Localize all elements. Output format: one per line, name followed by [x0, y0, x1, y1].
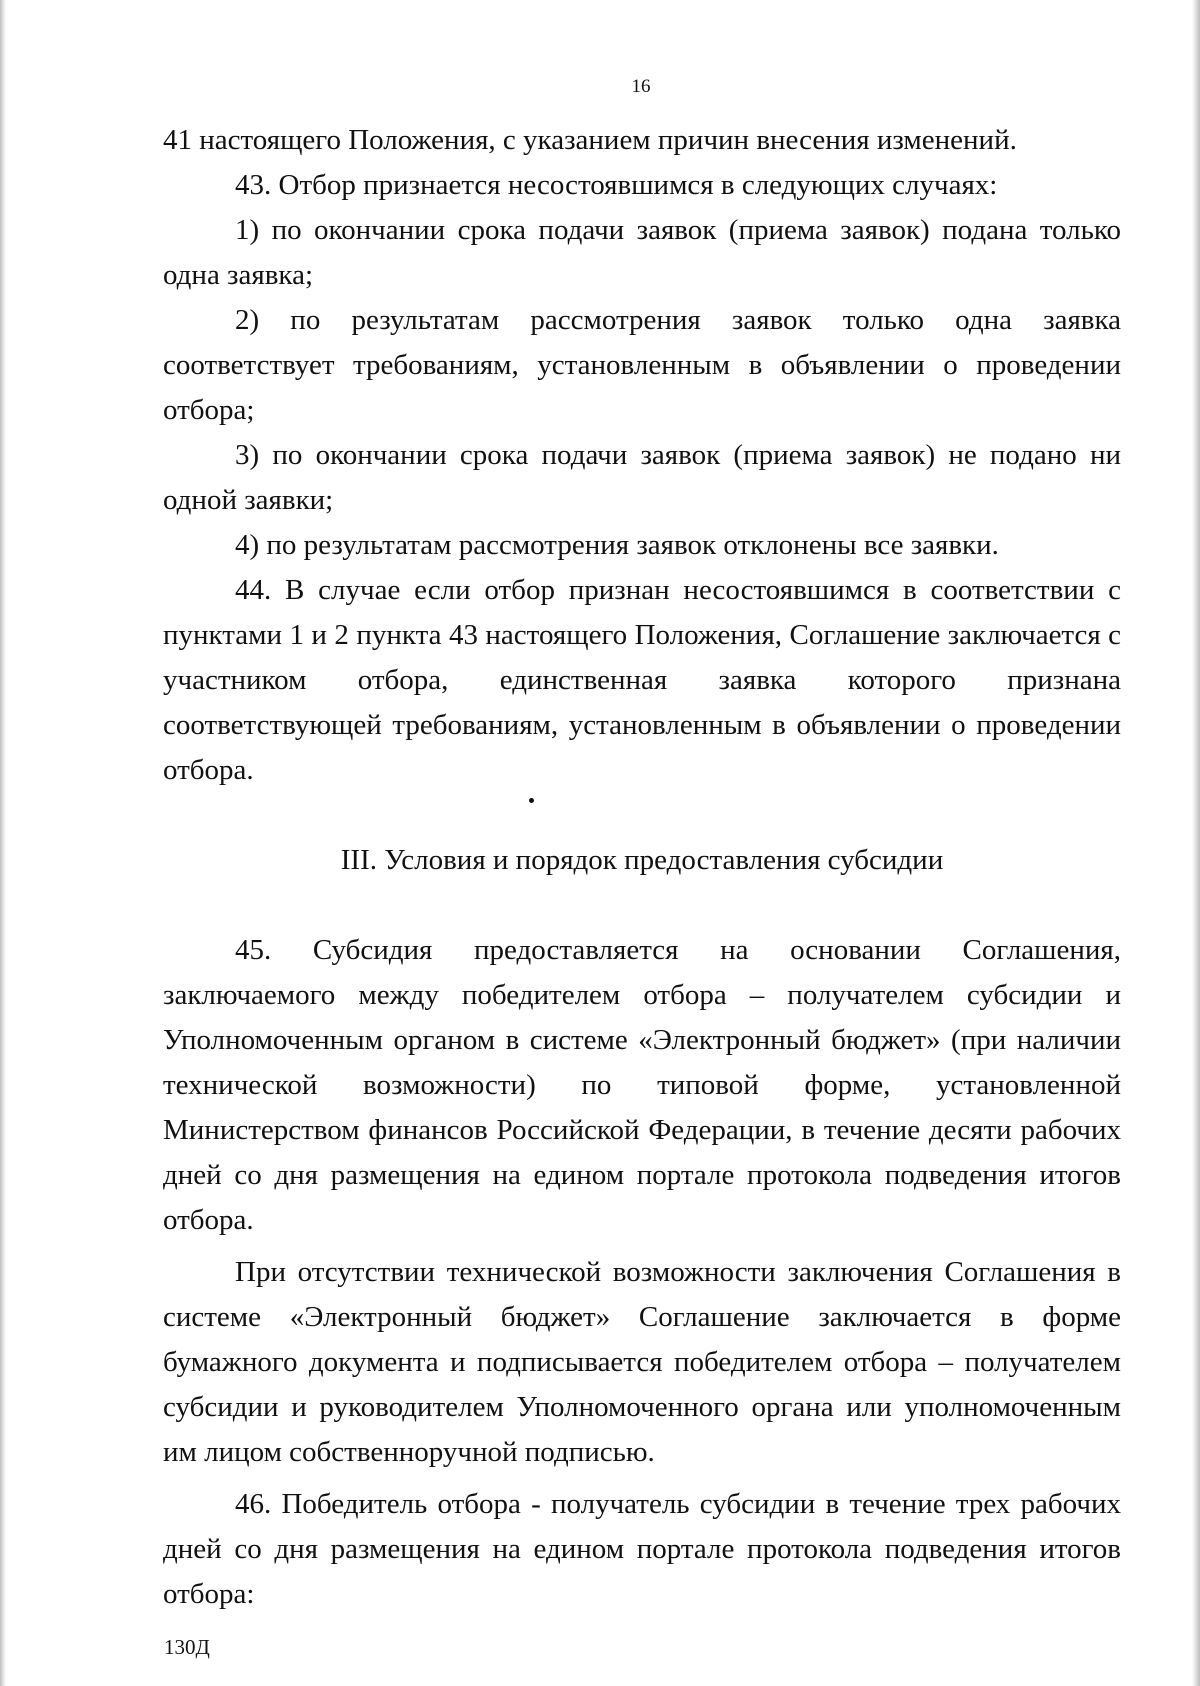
scan-edge-right: [1192, 0, 1200, 1686]
paragraph-continuation: 41 настоящего Положения, с указанием причин внесения изменений.: [163, 124, 1017, 156]
list-item-2: 2) по результатам рассмотрения заявок только одна заявка соответствует требованиям, установленным в объявлении о проведении отбора;: [163, 304, 1121, 426]
document-body: [163, 118, 1121, 1617]
page-number: 16: [631, 76, 651, 97]
list-item-1: 1) по окончании срока подачи заявок (приема заявок) подана только одна заявка;: [163, 214, 1121, 291]
spacer: [163, 883, 1121, 928]
section-heading: III. Условия и порядок предоставления субсидии: [340, 844, 944, 876]
list-item-4: 4) по результатам рассмотрения заявок отклонены все заявки.: [235, 529, 999, 561]
scan-speck: [529, 798, 534, 803]
paragraph-44: 44. В случае если отбор признан несостоявшимся в соответствии с пунктами 1 и 2 пункта 43 настоящего Положения, Соглашение заключается с участником отбора, единственная заявка которого признана соответствующей требованиям, установленным в объявлении о проведении отбора.: [163, 574, 1121, 786]
paragraph-45: 45. Субсидия предоставляется на основании Соглашения, заключаемого между победителем отбора – получателем субсидии и Уполномоченным органом в системе «Электронный бюджет» (при наличии технической возможности) по типовой форме, установленной Министерством финансов Российской Федерации, в течение десяти рабочих дней со дня размещения на едином портале протокола подведения итогов отбора.: [163, 934, 1121, 1236]
spacer: [163, 1243, 1121, 1250]
spacer: [163, 1475, 1121, 1482]
list-item-3: 3) по окончании срока подачи заявок (приема заявок) не подано ни одной заявки;: [163, 439, 1121, 516]
footer-document-code: 130Д: [164, 1635, 210, 1659]
paragraph-46: 46. Победитель отбора - получатель субсидии в течение трех рабочих дней со дня размещения на едином портале протокола подведения итогов отбора:: [163, 1488, 1121, 1610]
scan-edge-left: [0, 0, 6, 1686]
spacer: [163, 793, 1121, 838]
paragraph-43: 43. Отбор признается несостоявшимся в следующих случаях:: [235, 169, 998, 201]
paragraph-45-continuation: При отсутствии технической возможности заключения Соглашения в системе «Электронный бюджет» Соглашение заключается в форме бумажного документа и подписывается победителем отбора – получателем субсидии и руководителем Уполномоченного органа или уполномоченным им лицом собственноручной подписью.: [163, 1256, 1121, 1468]
